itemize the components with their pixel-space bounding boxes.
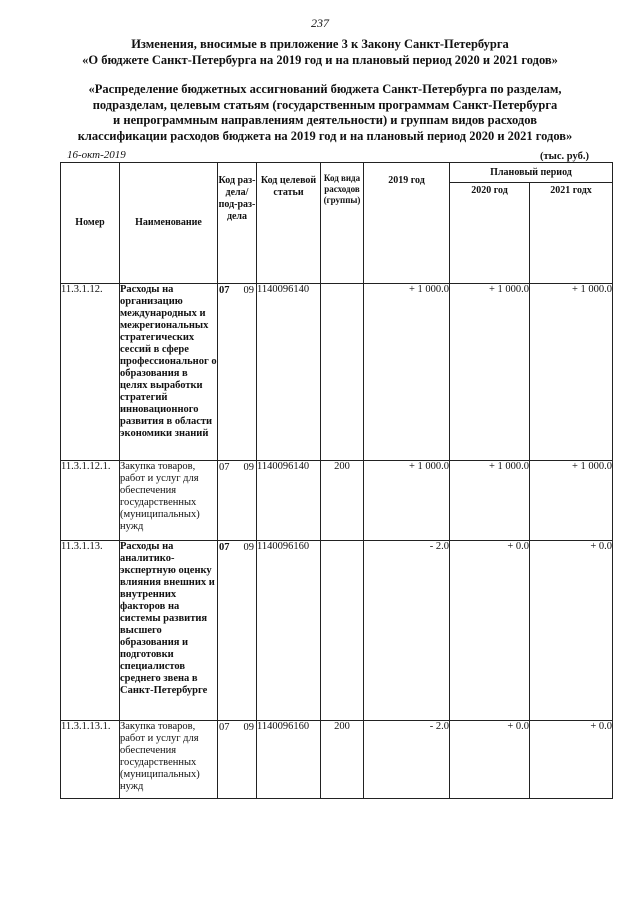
table-row — [61, 721, 613, 799]
title-line: Изменения, вносимые в приложение 3 к Закону Санкт-Петербурга — [131, 37, 509, 51]
section-code: 07 — [219, 285, 230, 296]
subsection-code: 09 — [243, 722, 254, 733]
row-number: 11.3.1.12.1. — [61, 461, 120, 541]
header-target-code: Код целевой статьи — [257, 163, 321, 284]
header-section-code: Код раз-дела/ под-раз-дела — [218, 163, 257, 284]
header-2021: 2021 годх — [530, 183, 613, 284]
document-title — [0, 36, 640, 68]
document-date: 16-окт-2019 — [67, 149, 126, 161]
row-name: Расходы на аналитико-экспертную оценку влияния внешних и внутренних факторов на системы развития высшего образования и подготовки специалистов среднего звена в Санкт-Петербурге — [120, 541, 218, 721]
row-amount-2019: - 2.0 — [364, 541, 450, 721]
row-expense-type: 200 — [321, 461, 364, 541]
document-subtitle — [40, 82, 610, 144]
row-amount-2021: + 0.0 — [530, 541, 613, 721]
header-2019: 2019 год — [364, 163, 450, 284]
row-target-code: 1140096140 — [257, 461, 321, 541]
row-amount-2020: + 1 000.0 — [450, 461, 530, 541]
row-section-code — [218, 541, 257, 721]
row-target-code: 1140096140 — [257, 284, 321, 461]
row-expense-type — [321, 541, 364, 721]
row-section-code — [218, 284, 257, 461]
subtitle-line: классификации расходов бюджета на 2019 год и на плановый период 2020 и 2021 годов» — [77, 128, 573, 143]
subtitle-line: и непрограммным направлениям деятельности) и группам видов расходов — [113, 113, 537, 127]
table-row — [61, 461, 613, 541]
row-name: Расходы на организацию международных и межрегиональных стратегических сессий в сфере профессиональног о образования в целях выработки стратегий инновационного развития в области экономики знаний — [120, 284, 218, 461]
row-target-code: 1140096160 — [257, 541, 321, 721]
subtitle-line: «Распределение бюджетных ассигнований бюджета Санкт-Петербурга по разделам, — [88, 82, 562, 96]
header-planned-period: Плановый период — [450, 163, 613, 183]
row-section-code — [218, 721, 257, 799]
row-amount-2020: + 0.0 — [450, 721, 530, 799]
section-code: 07 — [219, 542, 230, 553]
row-amount-2019: + 1 000.0 — [364, 461, 450, 541]
header-2020: 2020 год — [450, 183, 530, 284]
row-amount-2021: + 0.0 — [530, 721, 613, 799]
header-number: Номер — [61, 163, 120, 284]
subtitle-line: подразделам, целевым статьям (государственным программам Санкт-Петербурга — [92, 97, 558, 112]
row-target-code: 1140096160 — [257, 721, 321, 799]
row-amount-2021: + 1 000.0 — [530, 461, 613, 541]
header-name: Наименование — [120, 163, 218, 284]
section-code: 07 — [219, 722, 230, 733]
title-line: «О бюджете Санкт-Петербурга на 2019 год и на плановый период 2020 и 2021 годов» — [82, 53, 558, 67]
row-number: 11.3.1.13. — [61, 541, 120, 721]
row-amount-2020: + 0.0 — [450, 541, 530, 721]
subsection-code: 09 — [243, 462, 254, 473]
row-amount-2021: + 1 000.0 — [530, 284, 613, 461]
page-number: 237 — [311, 16, 329, 30]
header-expense-type: Код вида расходов (группы) — [321, 163, 364, 284]
row-amount-2019: + 1 000.0 — [364, 284, 450, 461]
row-amount-2020: + 1 000.0 — [450, 284, 530, 461]
row-amount-2019: - 2.0 — [364, 721, 450, 799]
row-expense-type — [321, 284, 364, 461]
table-row — [61, 284, 613, 461]
section-code: 07 — [219, 462, 230, 473]
table-row — [61, 541, 613, 721]
row-number: 11.3.1.13.1. — [61, 721, 120, 799]
row-expense-type: 200 — [321, 721, 364, 799]
subsection-code: 09 — [243, 542, 254, 553]
units-label: (тыс. руб.) — [540, 151, 589, 162]
row-name: Закупка товаров, работ и услуг для обеспечения государственных (муниципальных) нужд — [120, 461, 218, 541]
row-section-code — [218, 461, 257, 541]
row-name: Закупка товаров, работ и услуг для обеспечения государственных (муниципальных) нужд — [120, 721, 218, 799]
subsection-code: 09 — [243, 285, 254, 296]
row-number: 11.3.1.12. — [61, 284, 120, 461]
budget-table — [60, 162, 613, 799]
